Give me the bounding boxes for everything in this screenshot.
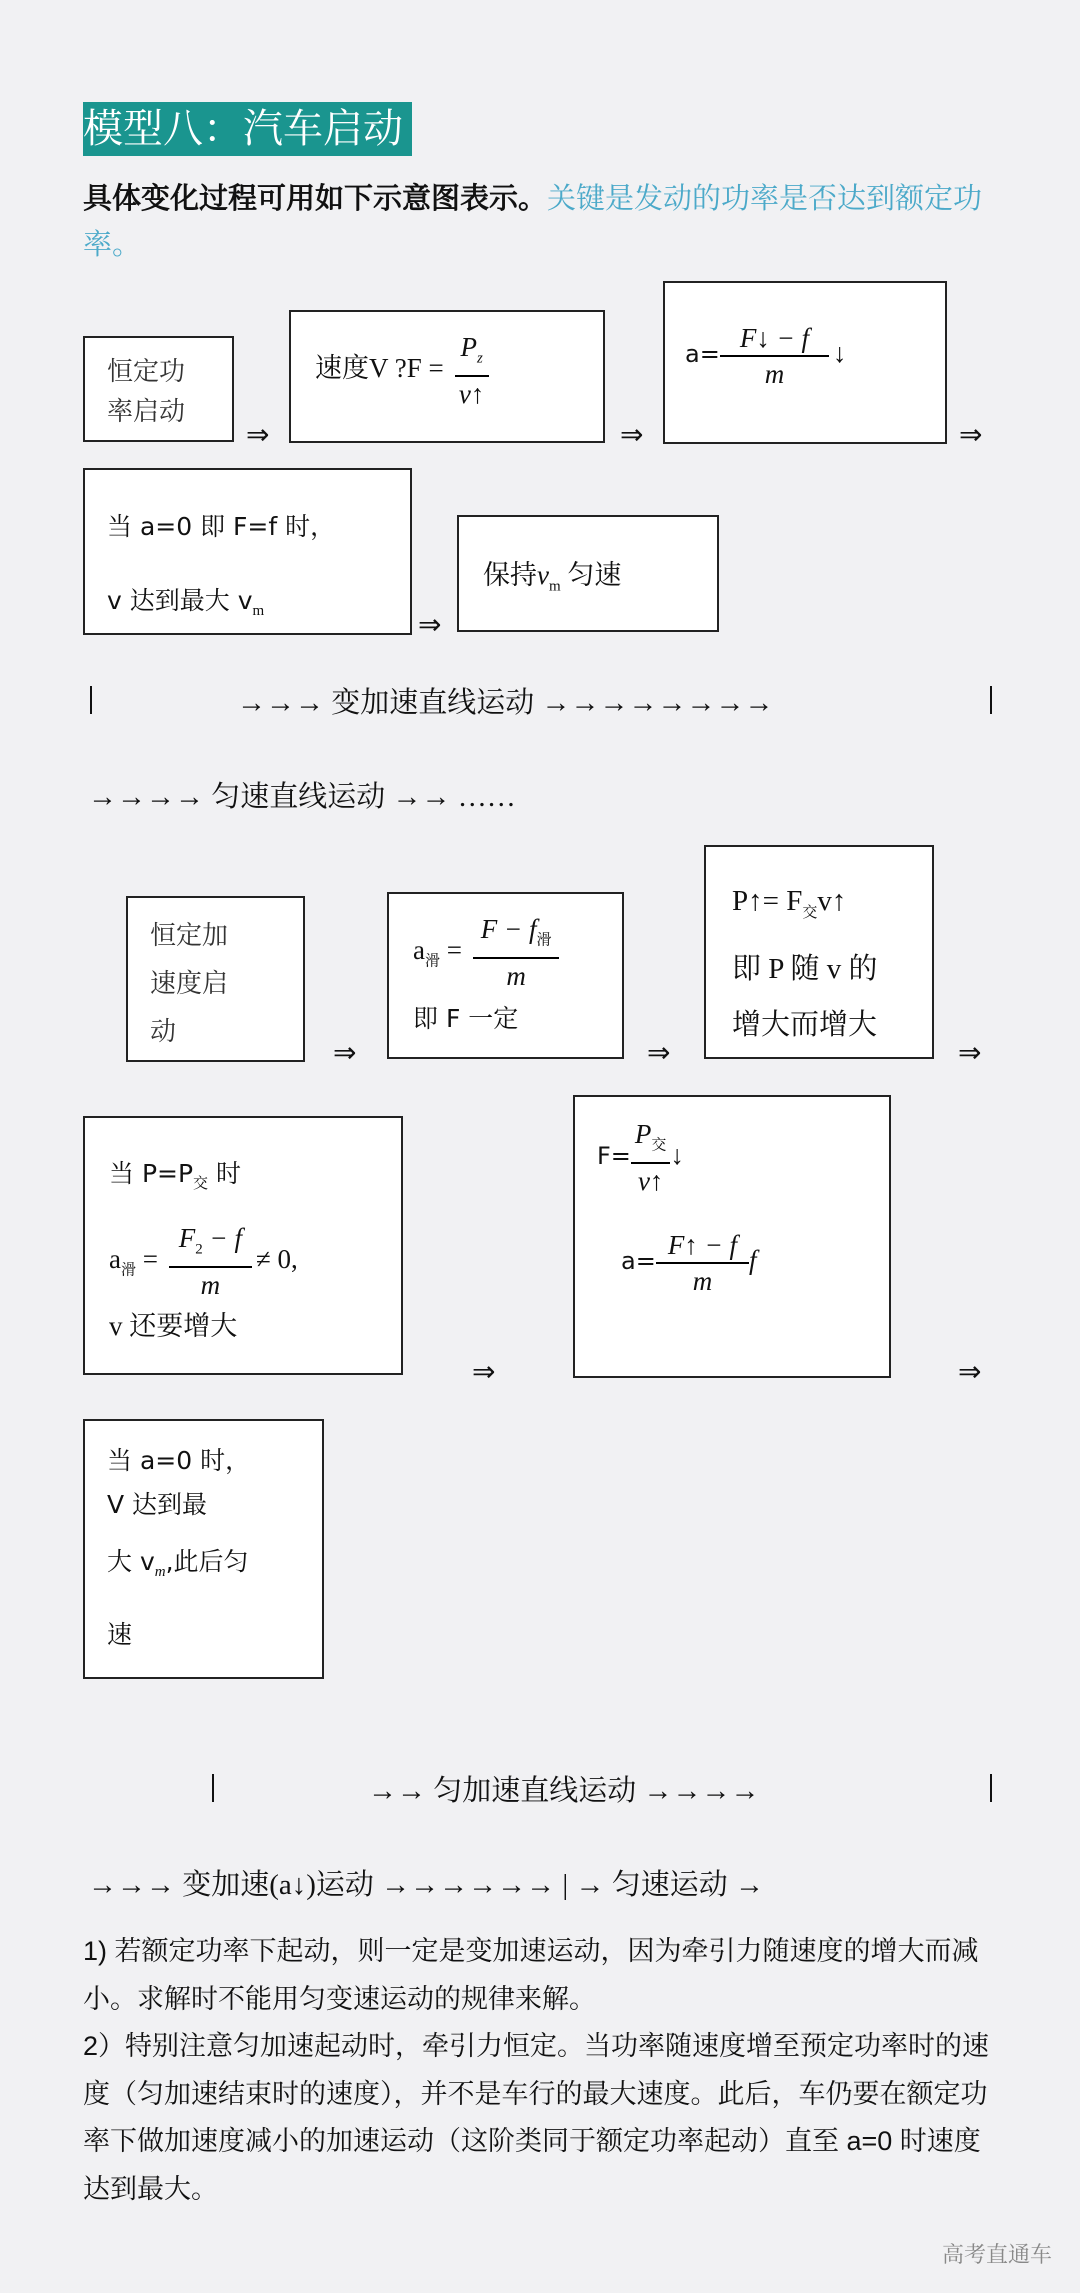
box-text: V 达到最 <box>107 1490 208 1519</box>
box-text: f <box>749 1245 757 1276</box>
denominator: m <box>692 1266 713 1297</box>
formula-label: 速度V ?F = <box>315 352 444 383</box>
velocity-symbol: v <box>537 560 549 590</box>
denominator: v↑ <box>458 379 485 410</box>
intro-plain: 具体变化过程可用如下示意图表示。 <box>83 183 548 215</box>
box-text: v 还要增大 <box>109 1311 238 1342</box>
implies-arrow: ⇒ <box>246 418 270 451</box>
box-force-decrease <box>573 1095 891 1378</box>
implies-arrow: ⇒ <box>418 608 442 641</box>
implies-arrow: ⇒ <box>620 418 644 451</box>
box-text: v 达到最大 v <box>107 586 253 615</box>
subscript: z <box>477 350 483 367</box>
note-1: 1) 若额定功率下起动，则一定是变加速运动，因为牵引力随速度的增大而减小。求解时不能用匀变速运动的规律来解。 <box>83 1936 979 2014</box>
subscript: m <box>252 603 265 619</box>
title-text: 模型八：汽车启动 <box>83 107 403 151</box>
intro-highlight: 关键是发动的功率是否达到额定功率。 <box>83 183 983 261</box>
subscript: 交 <box>193 1174 209 1192</box>
box-text: 保持 <box>483 560 537 590</box>
fraction <box>473 912 560 993</box>
intro-text <box>83 176 1003 268</box>
box-text: v↑ <box>817 885 847 917</box>
acceleration-symbol: a <box>109 1243 121 1274</box>
numerator: P <box>634 1119 652 1149</box>
divider-bar <box>212 1774 214 1802</box>
box-text: 恒定加 <box>150 921 229 951</box>
flow-variable-then-uniform: →→→ 变加速(a↓)运动 →→→→→→ | → 匀速运动 → <box>88 1869 764 1901</box>
fraction <box>656 1228 749 1298</box>
box-text: 速度启 <box>150 969 229 999</box>
box-text: 匀速 <box>560 560 622 590</box>
box-text: 大 v <box>107 1547 155 1576</box>
formula-label: a= <box>685 340 720 369</box>
box-keep-vm <box>457 515 719 632</box>
box-text: ≠ 0, <box>255 1243 298 1274</box>
numerator: F − f <box>480 914 537 944</box>
formula-label: F= <box>597 1141 631 1170</box>
implies-arrow: ⇒ <box>958 1036 982 1069</box>
numerator: F↓ − f <box>739 323 810 353</box>
denominator: m <box>764 359 785 389</box>
subscript: m <box>548 578 561 595</box>
subscript: 交 <box>802 904 818 921</box>
notes <box>83 1928 1003 2213</box>
box-max-speed <box>83 468 412 635</box>
denominator: m <box>200 1270 221 1301</box>
numerator: − f <box>202 1223 242 1253</box>
watermark: 高考直通车 <box>942 2242 1053 2267</box>
box-text: 当 a=0 时， <box>107 1446 251 1475</box>
box-text: P↑= F <box>732 885 803 917</box>
down-arrow-symbol: ↓ <box>833 338 847 369</box>
subscript: m <box>154 1564 166 1580</box>
implies-arrow: ⇒ <box>958 1355 982 1388</box>
denominator: v↑ <box>637 1166 664 1197</box>
section-title <box>83 102 412 156</box>
numerator: P <box>460 332 477 362</box>
box-text: 速 <box>107 1620 133 1649</box>
box-text: 动 <box>150 1017 177 1047</box>
box-text: 恒定功 <box>107 357 186 387</box>
subscript: 2 <box>195 1241 203 1258</box>
equals-sign: = <box>446 934 462 965</box>
box-power-increase <box>704 845 934 1059</box>
subscript: 滑 <box>536 932 552 949</box>
subscript: 滑 <box>120 1262 136 1279</box>
note-2: 2）特别注意匀加速起动时，牵引力恒定。当功率随速度增至预定功率时的速度（匀加速结束时的速度），并不是车行的最大速度。此后，车仍要在额定功率下做加速度减小的加速运动（这阶类同于额定功率起动）直至 a=0 时速度达到最大。 <box>83 2031 990 2204</box>
fraction <box>169 1221 252 1302</box>
box-text: 即 F 一定 <box>413 1004 519 1034</box>
down-arrow-symbol: ↓ <box>670 1139 684 1170</box>
box-final-max-speed <box>83 1419 324 1679</box>
fraction <box>455 330 489 411</box>
divider-bar <box>990 1774 992 1802</box>
box-text: 率启动 <box>107 397 186 427</box>
box-text: 当 a=0 即 F=f 时， <box>107 512 336 541</box>
divider-bar <box>990 686 992 714</box>
fraction <box>631 1117 671 1198</box>
flow-uniform-motion: →→→→ 匀速直线运动 →→ …… <box>88 781 516 813</box>
subscript: 滑 <box>424 953 440 970</box>
box-rated-power-reached: 当 $P=P_交$ 时 $a_滑$ = $\frac{F_2 - f}{m}$ ≠ 0, v 还要增大 <box>83 1116 403 1375</box>
box-text: 即 P 随 v 的 <box>732 952 878 985</box>
box-text: 时 <box>208 1159 242 1188</box>
implies-arrow: ⇒ <box>647 1036 671 1069</box>
box-text: 当 P=P <box>109 1159 194 1188</box>
formula-label: a= <box>621 1247 656 1276</box>
implies-arrow: ⇒ <box>333 1036 357 1069</box>
box-constant-force <box>387 892 624 1059</box>
box-speed-force <box>289 310 605 443</box>
implies-arrow: ⇒ <box>959 418 983 451</box>
implies-arrow: ⇒ <box>472 1355 496 1388</box>
numerator: F <box>178 1223 196 1253</box>
box-constant-acceleration-start <box>126 896 305 1062</box>
flow-variable-acceleration: →→→ 变加速直线运动 →→→→→→→→ <box>237 687 774 719</box>
box-acceleration <box>663 281 947 444</box>
box-constant-power-start <box>83 336 234 442</box>
numerator: F↑ − f <box>667 1230 738 1261</box>
box-text: ,此后匀 <box>165 1547 249 1576</box>
divider-bar <box>90 686 92 714</box>
fraction <box>720 321 829 391</box>
flow-uniform-acceleration: →→ 匀加速直线运动 →→→→ <box>368 1775 760 1807</box>
acceleration-symbol: a <box>413 934 425 965</box>
box-text: 增大而增大 <box>732 1008 878 1041</box>
subscript: 交 <box>651 1137 667 1154</box>
denominator: m <box>506 961 526 992</box>
